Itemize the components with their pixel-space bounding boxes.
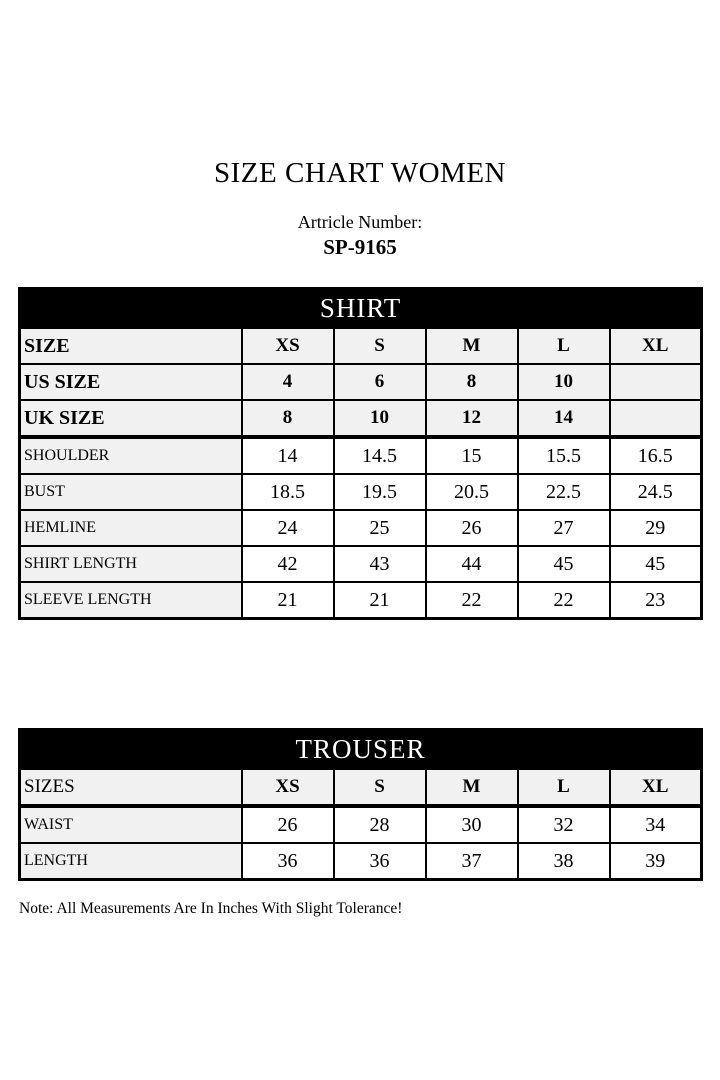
row-label: WAIST (20, 806, 242, 843)
value-cell: 36 (334, 843, 426, 880)
measurement-note: Note: All Measurements Are In Inches With Slight Tolerance! (19, 900, 403, 917)
size-cell: S (334, 769, 426, 806)
value-cell: 14 (518, 400, 610, 437)
table-row (20, 546, 702, 582)
value-cell: 24 (242, 510, 334, 546)
value-cell: 22 (426, 582, 518, 619)
table-row (20, 328, 702, 364)
table-row (20, 582, 702, 619)
size-cell: M (426, 769, 518, 806)
value-cell: 6 (334, 364, 426, 400)
article-number-value: SP-9165 (323, 235, 397, 259)
value-cell: 19.5 (334, 474, 426, 510)
row-label: LENGTH (20, 843, 242, 880)
value-cell: 29 (610, 510, 702, 546)
trouser-size-table (18, 728, 703, 881)
size-cell: S (334, 328, 426, 364)
row-label: BUST (20, 474, 242, 510)
value-cell: 16.5 (610, 437, 702, 474)
shirt-table-title: SHIRT (20, 289, 702, 329)
value-cell: 24.5 (610, 474, 702, 510)
value-cell: 38 (518, 843, 610, 880)
value-cell: 34 (610, 806, 702, 843)
row-label: US SIZE (20, 364, 242, 400)
row-label: SIZES (20, 769, 242, 806)
size-cell: XL (610, 769, 702, 806)
size-cell: L (518, 769, 610, 806)
value-cell: 32 (518, 806, 610, 843)
table-row (20, 364, 702, 400)
size-cell: L (518, 328, 610, 364)
value-cell: 43 (334, 546, 426, 582)
value-cell: 45 (518, 546, 610, 582)
value-cell: 25 (334, 510, 426, 546)
value-cell: 30 (426, 806, 518, 843)
value-cell: 18.5 (242, 474, 334, 510)
value-cell (610, 364, 702, 400)
table-row (20, 510, 702, 546)
page-title: SIZE CHART WOMEN (214, 157, 506, 189)
trouser-table-title: TROUSER (20, 730, 702, 770)
table-row (20, 806, 702, 843)
trouser-table-header-band (20, 730, 702, 770)
value-cell: 10 (518, 364, 610, 400)
value-cell: 15 (426, 437, 518, 474)
shirt-table-header-band (20, 289, 702, 329)
value-cell: 42 (242, 546, 334, 582)
value-cell (610, 400, 702, 437)
value-cell: 27 (518, 510, 610, 546)
value-cell: 37 (426, 843, 518, 880)
value-cell: 20.5 (426, 474, 518, 510)
value-cell: 21 (242, 582, 334, 619)
value-cell: 28 (334, 806, 426, 843)
table-row (20, 769, 702, 806)
value-cell: 22 (518, 582, 610, 619)
table-row (20, 474, 702, 510)
shirt-size-table (18, 287, 703, 620)
value-cell: 26 (242, 806, 334, 843)
value-cell: 10 (334, 400, 426, 437)
size-cell: XS (242, 328, 334, 364)
value-cell: 14.5 (334, 437, 426, 474)
value-cell: 39 (610, 843, 702, 880)
value-cell: 14 (242, 437, 334, 474)
value-cell: 23 (610, 582, 702, 619)
table-row (20, 400, 702, 437)
value-cell: 22.5 (518, 474, 610, 510)
size-cell: XL (610, 328, 702, 364)
row-label: SHOULDER (20, 437, 242, 474)
row-label: SIZE (20, 328, 242, 364)
table-row (20, 437, 702, 474)
size-cell: XS (242, 769, 334, 806)
table-row (20, 843, 702, 880)
size-cell: M (426, 328, 518, 364)
row-label: SLEEVE LENGTH (20, 582, 242, 619)
value-cell: 44 (426, 546, 518, 582)
article-number-label: Artricle Number: (297, 212, 423, 232)
value-cell: 36 (242, 843, 334, 880)
row-label: HEMLINE (20, 510, 242, 546)
value-cell: 21 (334, 582, 426, 619)
value-cell: 8 (426, 364, 518, 400)
value-cell: 4 (242, 364, 334, 400)
value-cell: 26 (426, 510, 518, 546)
value-cell: 12 (426, 400, 518, 437)
value-cell: 45 (610, 546, 702, 582)
row-label: SHIRT LENGTH (20, 546, 242, 582)
row-label: UK SIZE (20, 400, 242, 437)
value-cell: 8 (242, 400, 334, 437)
value-cell: 15.5 (518, 437, 610, 474)
